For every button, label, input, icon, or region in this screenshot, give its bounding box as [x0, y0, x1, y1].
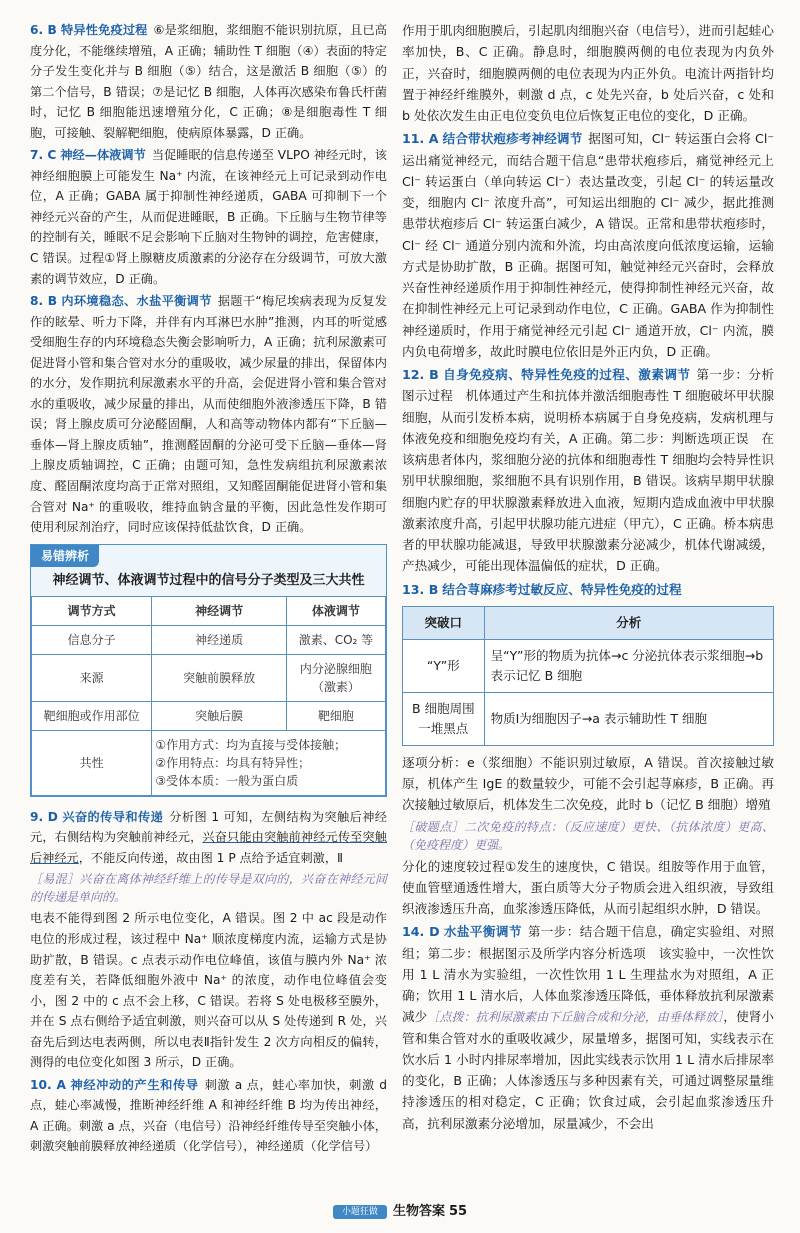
footer-label: 生物答案	[392, 1204, 445, 1219]
answer-13	[402, 579, 774, 600]
table-row	[32, 654, 386, 701]
answer-text: 据题干“梅尼埃病表现为反复发作的眩晕、听力下降，并伴有内耳淋巴水肿”推测，内耳的听觉感受细胞生存的内环境稳态失衡会影响听力，A 正确；抗利尿激素可促进肾小管和集合管对水分的重吸收，减少尿量的排出，保留体内的水分，发作期抗利尿激素水平的升高，会促进肾小管和集合管对水的重吸收，减少尿量的排出，从而使细胞外液渗透压下降，B 错误；肾上腺皮质可分泌醛固酮，人和高等动物体内都有“下丘脑—垂体—肾上腺皮质轴”，推测醛固酮的分泌可受下丘脑—垂体—肾上腺皮质轴调控，C 正确；由题可知，急性发病组抗利尿激素浓度、醛固酮浓度均高于正常对照组，又知醛固酮能促进肾小管和集合管对 Na⁺ 的重吸收，维持血钠含量的平衡，因此急性发作期可使用利尿剂治疗，同时应该保持低盐饮食，D 正确。	[30, 294, 387, 535]
underlined-text: 兴奋只能由突触前神经元传至突触后神经元	[30, 830, 387, 865]
answer-text: ，使肾小管和集合管对水的重吸收减少，尿量增多，据图可知，实线表示在饮水后 1 小时内排尿率增加，因此实线表示饮用 1 L 清水后排尿率的变化，B 正确；人体渗透压与多种因素有关，可通过调整尿量维持渗透压的相对稳定，C 正确；饮食过咸，会引起血浆渗透压升高，抗利尿激素分泌增加，尿量减少，不会出	[402, 1009, 775, 1131]
answer-number: 12. B	[402, 367, 439, 382]
common-item: ②作用特点：均具有特异性；	[155, 755, 311, 770]
answer-topic: 内环境稳态、水盐平衡调节	[61, 294, 212, 309]
table-row	[32, 625, 386, 654]
answer-topic: 神经—体液调节	[60, 148, 146, 163]
table-row	[32, 730, 386, 795]
answer-number: 9. D	[30, 809, 58, 824]
answer-topic: 神经冲动的产生和传导	[69, 1077, 199, 1092]
handwritten-note: ［破题点］二次免疫的特点：（反应速度）更快、（抗体浓度）更高、（免疫程度）更强。	[402, 819, 774, 852]
table-cell-common	[152, 730, 386, 795]
answer-number: 14. D	[402, 924, 440, 940]
answer-topic: 结合带状疱疹考神经调节	[442, 131, 583, 147]
answer-7	[30, 145, 387, 289]
left-column	[30, 20, 387, 1159]
table-cell: 呈“Y”形的物质为抗体→c 分泌抗体表示浆细胞→b 表示记忆 B 细胞	[484, 639, 773, 692]
answer-text: ，不能反向传递，故由图 1 P 点给予适宜刺激，Ⅱ	[78, 850, 344, 865]
mistake-analysis-box	[30, 544, 387, 797]
table-cell: 信息分子	[32, 625, 152, 654]
answer-8	[30, 291, 387, 538]
answer-text: 据图可知，Cl⁻ 转运蛋白会将 Cl⁻ 运出痛觉神经元，而结合题干信息“患带状疱疹后，痛觉神经元上 Cl⁻ 转运蛋白（单向转运 Cl⁻）表达量改变，引起 Cl⁻ 的转运量改变，细胞内 Cl⁻ 浓度升高”，可知运出细胞的 Cl⁻ 减少，据此推测患带状疱疹后 Cl⁻ 转运蛋白减少，A 错误。正常和患带状疱疹时，Cl⁻ 经 Cl⁻ 通道分别内流和外流，均由高浓度向低浓度运输，运输方式是协助扩散，B 正确。据图可知，触觉神经元兴奋时，会释放兴奋性神经递质作用于抑制性神经元，使得抑制性神经元兴奋，故在抑制性神经元上可记录到动作电位，C 正确。GABA 作为抑制性神经递质时，作用于痛觉神经元引起 Cl⁻ 通道开放，Cl⁻ 内流，膜内负电荷增多，故此时膜电位依旧是外正内负，D 正确。	[402, 131, 774, 359]
answer-11	[402, 128, 774, 362]
table-cell: 来源	[32, 654, 152, 701]
right-column	[402, 20, 774, 1136]
answer-text: 分化的速度较过程①发生的速度快，C 错误。组胺等作用于血管，使血管壁通透性增大，蛋白质等大分子物质会进入组织液，导致组织液渗透压升高，血浆渗透压降低，从而引起组织水肿，D 错误。	[402, 858, 774, 916]
answer-10-continued: 作用于肌肉细胞膜后，引起肌肉细胞兴奋（电信号），进而引起蛙心率加快，B、C 正确。静息时，细胞膜两侧的电位表现为内负外正，兴奋时，细胞膜两侧的电位表现为内正外负。电流计两指针均置于神经纤维膜外，刺激 d 点，c 处先兴奋，b 处后兴奋，c 处和 b 处依次发生由正电位变负电位后恢复正电位的变化，D 正确。	[402, 23, 774, 123]
page-number: 55	[448, 1204, 468, 1219]
answer-6	[30, 20, 387, 143]
answer-number: 11. A	[402, 131, 439, 147]
table-header-row	[403, 606, 774, 639]
table-cell: 内分泌腺细胞（激素）	[286, 654, 385, 701]
table-cell: 神经递质	[152, 625, 287, 654]
answer-14	[402, 921, 774, 1134]
table-cell: 靶细胞	[286, 701, 385, 730]
answer-number: 10. A	[30, 1077, 66, 1092]
table-cell: 物质Ⅰ为细胞因子→a 表示辅助性 T 细胞	[484, 692, 773, 745]
answer-text: 刺激 a 点，蛙心率加快，刺激 d 点，蛙心率减慢，推断神经纤维 A 和神经纤维 B 均为传出神经，A 正确。刺激 a 点，兴奋（电信号）沿神经纤维传导至突触小体，刺激突触前膜释放神经递质（化学信号），神经递质（化学信号）	[30, 1077, 388, 1154]
page-footer	[0, 1200, 800, 1219]
common-item: ③受体本质：一般为蛋白质	[155, 773, 299, 788]
table-cell: 共性	[32, 730, 152, 795]
table-cell: 突触后膜	[152, 701, 287, 730]
answer-text: ⑥是浆细胞，浆细胞不能识别抗原，且已高度分化，不能继续增殖，A 正确；辅助性 T 细胞（④）表面的特定分子发生变化并与 B 细胞（⑤）结合，这是激活 B 细胞（⑤）的第二个信号，B 错误；⑦是记忆 B 细胞，人体再次感染布鲁氏杆菌时，记忆 B 细胞能迅速增殖分化，C 正确；⑧是细胞毒性 T 细胞，可接触、裂解靶细胞，使病原体暴露，D 正确。	[30, 23, 387, 140]
answer-topic: 兴奋的传导和传递	[61, 809, 164, 824]
mistake-tab: 易错辨析	[31, 545, 99, 568]
table-header-cell: 体液调节	[286, 596, 385, 625]
table-cell: B 细胞周围一堆黑点	[403, 692, 485, 745]
common-item: ①作用方式：均为直接与受体接触；	[155, 737, 347, 752]
answer-text: 当促睡眠的信息传递至 VLPO 神经元时，该神经细胞膜上可能发生 Na⁺ 内流，在该神经元上可记录到动作电位，A 正确；GABA 属于抑制性神经递质，GABA 可抑制下一个神经元兴奋的产生，从而促进睡眠，B 正确。下丘脑与生物节律等的控制有关，睡眠不足会影响下丘脑对生物钟的调控，危害健康，C 错误。过程①肾上腺糖皮质激素的分泌存在分级调节，可放大激素的调节效应，D 正确。	[30, 148, 387, 286]
analysis-table	[402, 606, 774, 746]
table-header-cell: 分析	[484, 606, 773, 639]
answer-text: 电表不能得到图 2 所示电位变化，A 错误。图 2 中 ac 段是动作电位的形成过程，该过程中 Na⁺ 顺浓度梯度内流，运输方式是协助扩散，B 错误。c 点表示动作电位峰值，该值与膜内外 Na⁺ 浓度差有关，若降低细胞外液中 Na⁺ 的浓度，动作电位峰值会变小，图 2 中的 c 点不会上移，C 错误。若将 S 处电极移至膜外，并在 S 点右侧给予适宜刺激，则兴奋可以从 S 处传递到 R 处，兴奋先后到达电表两侧，所以电表Ⅱ指针发生 2 次方向相反的偏转，测得的电位变化如图 3 所示，D 正确。	[30, 911, 387, 1070]
table-row	[403, 639, 774, 692]
answer-topic: 水盐平衡调节	[443, 924, 522, 940]
answer-number: 7. C	[30, 148, 57, 163]
answer-number: 13. B	[402, 581, 439, 597]
table-header-cell: 神经调节	[152, 596, 287, 625]
answer-text: 第一步：分析图示过程 机体通过产生和抗体并激活细胞毒性 T 细胞破坏甲状腺细胞，从而引发桥本病，说明桥本病属于自身免疫病，发病机理与体液免疫和细胞免疫均有关，A 正确。第二步：判断选项正误 在该病患者体内，浆细胞分泌的抗体和细胞毒性 T 细胞均会特异性识别甲状腺细胞，浆细胞不具有识别作用，B 错误。该病早期甲状腺细胞内贮存的甲状腺激素释放进入血液，短期内造成血液中甲状腺激素浓度升高，引起甲状腺功能亢进症（甲亢），C 正确。桥本病患者的甲状腺功能减退，导致甲状腺激素分泌减少，机体代谢减缓，产热减少，可能出现体温偏低的症状，D 正确。	[402, 367, 775, 574]
answer-topic: 结合荨麻疹考过敏反应、特异性免疫的过程	[442, 581, 682, 597]
table-header-cell: 调节方式	[32, 596, 152, 625]
answer-number: 8. B	[30, 294, 57, 309]
answer-10	[30, 1075, 387, 1157]
answer-text: 第一步：结合题干信息，确定实验组、对照组；第二步：根据图示及所学内容分析选项 该实验中，一次性饮用 1 L 清水为实验组，一次性饮用 1 L 生理盐水为对照组，A 正确；饮用 1 L 清水后，人体血浆渗透压降低，垂体释放抗利尿激素减少	[402, 924, 775, 1025]
handwritten-note: ［点拨：抗利尿激素由下丘脑合成和分泌，由垂体释放］	[427, 1010, 724, 1025]
mistake-title: 神经调节、体液调节过程中的信号分子类型及三大共性	[52, 573, 365, 589]
table-row	[403, 692, 774, 745]
answer-topic: 特异性免疫过程	[60, 23, 148, 37]
table-cell: 突触前膜释放	[152, 654, 287, 701]
answer-topic: 自身免疫病、特异性免疫的过程、激素调节	[442, 367, 691, 382]
answer-text: 分析图 1 可知，左侧结构为突触后神经元，右侧结构为突触前神经元，	[30, 809, 387, 845]
answer-number: 6. B	[30, 23, 57, 37]
table-header-cell: 突破口	[403, 606, 485, 639]
book-logo: 小题狂做	[333, 1205, 387, 1219]
answer-9	[30, 807, 387, 869]
table-cell: “Y”形	[403, 639, 485, 692]
answer-text: 逐项分析：e（浆细胞）不能识别过敏原，A 错误。首次接触过敏原，机体产生 IgE 的数量较少，可能不会引起荨麻疹，B 正确。再次接触过敏原后，机体发生二次免疫，此时 b（记忆 B 细胞）增殖	[402, 754, 774, 813]
signal-table	[31, 596, 386, 796]
table-row	[32, 701, 386, 730]
answer-12	[402, 364, 774, 577]
handwritten-note: ［易混］兴奋在离体神经纤维上的传导是双向的，兴奋在神经元间的传递是单向的。	[30, 872, 387, 905]
table-header-row	[32, 596, 386, 625]
table-cell: 激素、CO₂ 等	[286, 625, 385, 654]
table-cell: 靶细胞或作用部位	[32, 701, 152, 730]
